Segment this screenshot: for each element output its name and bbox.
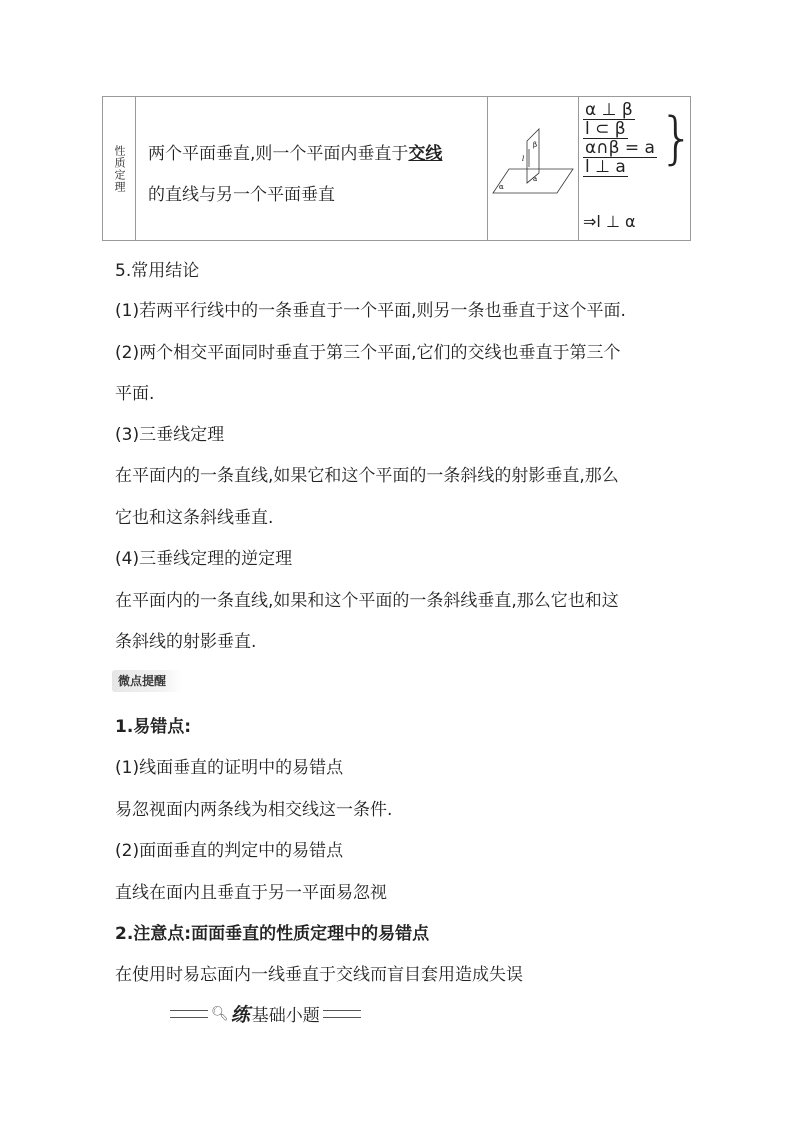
table-divider [578,97,579,240]
lian-glyph: 练 [230,1004,250,1026]
paragraph: 在平面内的一条直线,如果和这个平面的一条斜线垂直,那么它也和这 [115,591,619,611]
section-heading: 5.常用结论 [115,261,200,281]
theorem-table [102,96,695,241]
tips-item: (1)线面垂直的证明中的易错点 [115,758,344,778]
tips-heading: 1.易错点: [115,717,192,737]
alpha-label: α [499,183,504,191]
double-rule-left [170,1010,208,1018]
l-label: l [522,155,525,163]
tips-heading: 2.注意点:面面垂直的性质定理中的易错点 [115,924,430,944]
exercise-section-title: 基础小题 [251,1006,320,1026]
table-divider [135,97,136,240]
paragraph: 条斜线的射影垂直. [115,632,257,652]
formula-conclusion: ⇒l ⊥ α [583,212,636,231]
paragraph: 平面. [115,384,155,404]
beta-label: β [533,141,538,149]
double-rule-right [323,1010,361,1018]
paragraph: (3)三垂线定理 [115,425,225,445]
perpendicular-planes-diagram [491,127,577,207]
formula-row: α∩β = a [585,138,655,158]
tips-badge: 微点提醒 [112,670,182,692]
magnifier-icon: 🔍︎ [211,1005,229,1022]
tips-text: 易忽视面内两条线为相交线这一条件. [115,800,393,820]
paragraph: (2)两个相交平面同时垂直于第三个平面,它们的交线也垂直于第三个 [115,343,621,363]
paragraph: (4)三垂线定理的逆定理 [115,549,293,569]
a-label: a [533,175,538,183]
tips-text: 直线在面内且垂直于另一平面易忽视 [115,883,387,903]
theorem-text-line2: 的直线与另一个平面垂直 [148,185,335,205]
formula-row: α ⊥ β [585,100,633,120]
tips-item: (2)面面垂直的判定中的易错点 [115,841,344,861]
paragraph: 在平面内的一条直线,如果它和这个平面的一条斜线的射影垂直,那么 [115,466,619,486]
formula-row: l ⊂ β [585,119,626,139]
paragraph: (1)若两平行线中的一条垂直于一个平面,则另一条也垂直于这个平面. [115,301,626,321]
theorem-formula [583,101,657,177]
formula-row: l ⊥ a [585,157,626,177]
theorem-text-line1 [148,139,442,164]
table-label-cell [103,97,135,240]
right-brace: } [659,106,695,171]
table-label: 性质定理 [113,144,126,193]
paragraph: 它也和这条斜线垂直. [115,508,274,528]
theorem-text-emph: 交线 [408,144,443,164]
tips-text: 在使用时易忘面内一线垂直于交线而盲目套用造成失误 [115,965,523,985]
exercise-section-header [167,1000,364,1027]
table-divider [487,97,488,240]
theorem-text-before: 两个平面垂直,则一个平面内垂直于 [148,144,409,164]
